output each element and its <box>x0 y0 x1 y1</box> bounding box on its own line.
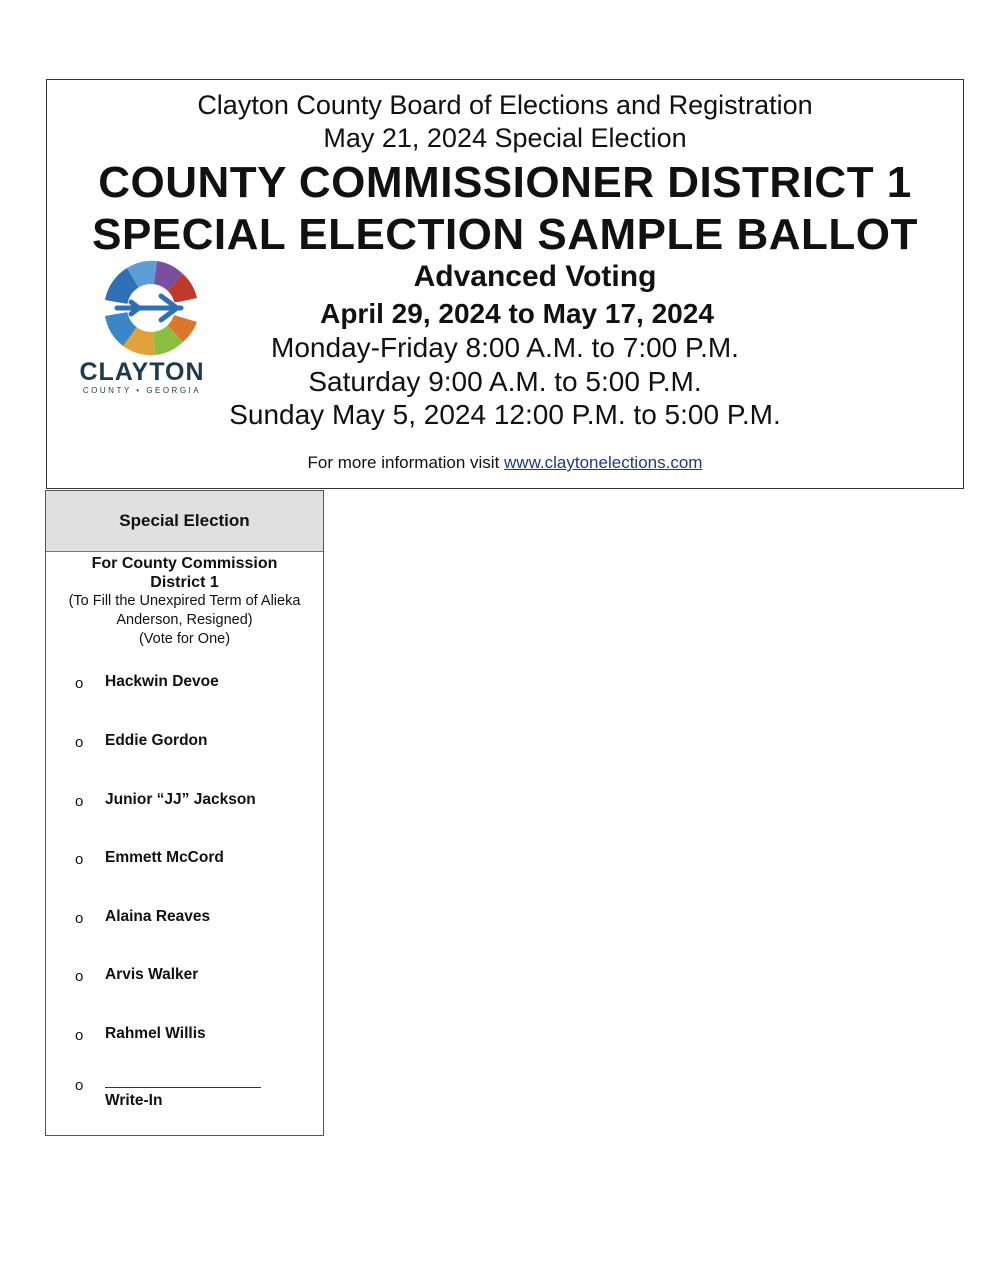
title-line-1: COUNTY COMMISSIONER DISTRICT 1 <box>98 158 912 207</box>
vote-bubble[interactable]: o <box>75 851 84 868</box>
note-line-3: (Vote for One) <box>138 631 231 647</box>
candidate-name: Eddie Gordon <box>105 732 208 749</box>
info-line <box>47 453 963 473</box>
writein-row[interactable] <box>46 1075 323 1097</box>
vote-bubble[interactable]: o <box>75 734 84 751</box>
vote-bubble[interactable]: o <box>75 1027 84 1044</box>
candidate-row[interactable] <box>46 849 323 871</box>
vote-bubble[interactable]: o <box>75 968 84 985</box>
office-line-1: For County Commission <box>91 555 278 572</box>
vote-bubble[interactable]: o <box>75 1077 84 1094</box>
candidate-name: Junior “JJ” Jackson <box>105 791 256 808</box>
candidate-row[interactable] <box>46 673 323 695</box>
globe-plane-icon <box>57 258 227 358</box>
ballot-heading: Special Election <box>46 491 323 552</box>
candidate-row[interactable] <box>46 908 323 930</box>
office-line-2: District 1 <box>150 574 219 591</box>
office-note <box>46 592 323 649</box>
saturday-hours: Saturday 9:00 A.M. to 5:00 P.M. <box>308 366 702 397</box>
candidate-row[interactable] <box>46 1025 323 1047</box>
candidate-row[interactable] <box>46 791 323 813</box>
note-line-2: Anderson, Resigned) <box>116 612 253 628</box>
candidate-name: Alaina Reaves <box>105 908 211 925</box>
candidate-name: Rahmel Willis <box>105 1025 206 1042</box>
candidate-name: Hackwin Devoe <box>105 673 219 690</box>
voting-date-range: April 29, 2024 to May 17, 2024 <box>320 298 714 329</box>
writein-label: Write-In <box>105 1092 163 1109</box>
board-name: Clayton County Board of Elections and Registration <box>197 90 813 120</box>
sunday-hours: Sunday May 5, 2024 12:00 P.M. to 5:00 P.M. <box>229 399 781 430</box>
office-title <box>46 554 323 592</box>
logo-subtitle: COUNTY • GEORGIA <box>82 386 202 395</box>
title-line-2: SPECIAL ELECTION SAMPLE BALLOT <box>92 210 918 259</box>
election-date: May 21, 2024 Special Election <box>323 123 687 153</box>
elections-website-link[interactable]: www.claytonelections.com <box>504 453 703 472</box>
writein-line[interactable] <box>105 1087 261 1088</box>
clayton-county-logo <box>57 258 227 398</box>
candidate-row[interactable] <box>46 966 323 988</box>
note-line-1: (To Fill the Unexpired Term of Alieka <box>68 593 301 609</box>
advanced-voting-heading: Advanced Voting <box>413 260 657 293</box>
vote-bubble[interactable]: o <box>75 910 84 927</box>
candidate-name: Arvis Walker <box>105 966 199 983</box>
candidate-name: Emmett McCord <box>105 849 224 866</box>
vote-bubble[interactable]: o <box>75 793 84 810</box>
candidate-row[interactable] <box>46 732 323 754</box>
logo-wordmark: CLAYTON <box>79 358 205 386</box>
header-box <box>46 79 964 489</box>
weekday-hours: Monday-Friday 8:00 A.M. to 7:00 P.M. <box>271 332 739 363</box>
info-prefix: For more information visit <box>307 453 505 472</box>
sample-ballot <box>45 490 324 1136</box>
vote-bubble[interactable]: o <box>75 675 84 692</box>
